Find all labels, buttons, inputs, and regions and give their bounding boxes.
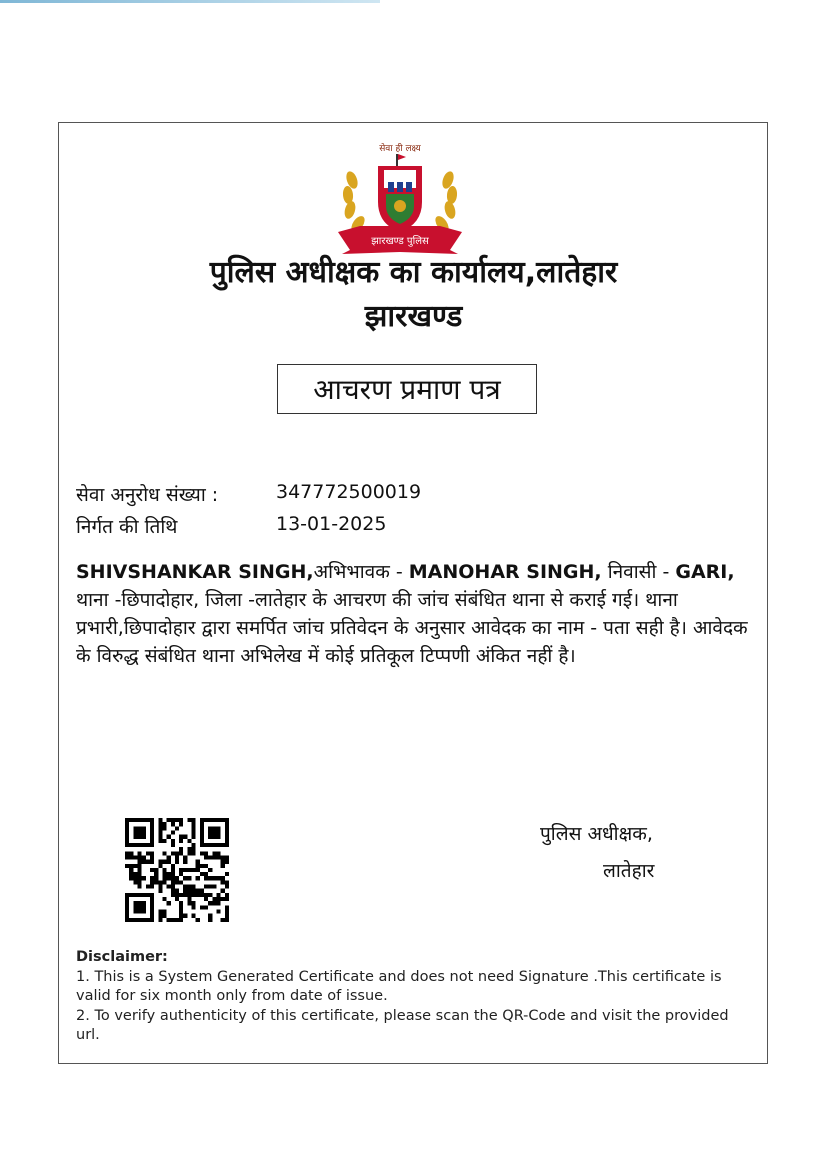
scan-edge-line: [0, 0, 380, 3]
guardian-label: अभिभावक -: [313, 561, 409, 583]
request-number-value: 347772500019: [276, 481, 422, 503]
signatory-title: पुलिस अधीक्षक,: [540, 823, 653, 845]
applicant-name: SHIVSHANKAR SINGH,: [76, 561, 314, 583]
request-number-label: सेवा अनुरोध संख्या :: [76, 484, 219, 506]
emblem-motto: सेवा ही लक्ष्य: [379, 144, 421, 154]
disclaimer-item-1: 1. This is a System Generated Certificate and does not need Signature .This certificate is valid for six month only from date of issue.: [76, 968, 722, 1004]
resident-label: निवासी -: [601, 561, 676, 583]
signatory-district: लातेहार: [603, 860, 655, 882]
office-title: पुलिस अधीक्षक का कार्यालय,लातेहार: [209, 255, 618, 290]
certificate-title-box: [277, 364, 537, 414]
emblem-banner-text: झारखण्ड पुलिस: [371, 236, 429, 247]
disclaimer-item-2: 2. To verify authenticity of this certificate, please scan the QR-Code and visit the provided url.: [76, 1007, 729, 1043]
request-number-row: [76, 481, 422, 507]
certificate-title: आचरण प्रमाण पत्र: [313, 373, 501, 406]
office-state: झारखण्ड: [364, 299, 463, 334]
guardian-name: MANOHAR SINGH,: [408, 561, 602, 583]
issue-date-label: निर्गत की तिथि: [76, 516, 178, 538]
body-text: थाना -छिपादोहार, जिला -लातेहार के आचरण की जांच संबंधित थाना से कराई गई। थाना प्रभारी,छिपादोहार द्वारा समर्पित जांच प्रतिवेदन के अनुसार आवेदक का नाम - पता सही है। आवेदक के विरुद्ध संबंधित थाना अभिलेख में कोई प्रतिकूल टिप्पणी अंकित नहीं है।: [76, 589, 748, 667]
disclaimer-block: [76, 948, 756, 1046]
issue-date-row: [76, 513, 387, 539]
village-name: GARI,: [675, 561, 735, 583]
jharkhand-police-emblem: [330, 140, 470, 258]
certificate-body: [76, 558, 768, 670]
disclaimer-heading: Disclaimer:: [76, 949, 168, 965]
verification-qr-code[interactable]: [124, 818, 230, 922]
issue-date-value: 13-01-2025: [276, 513, 387, 535]
